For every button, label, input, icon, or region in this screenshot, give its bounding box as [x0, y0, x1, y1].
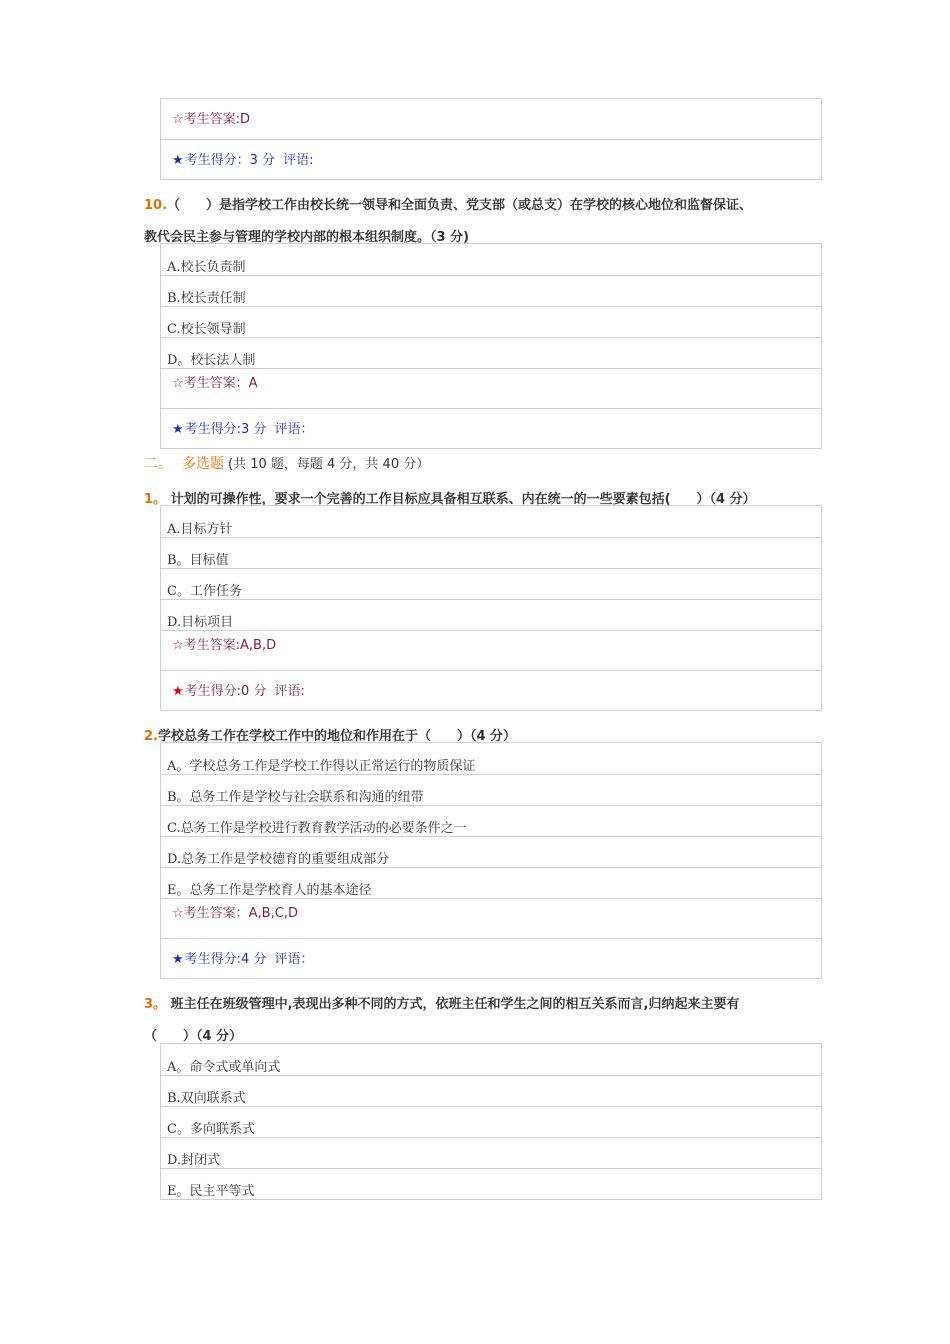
answer-row	[161, 368, 821, 408]
question-text: 计划的可操作性，要求一个完善的工作目标应具备相互联系、内在统一的一些要素包括( ）（4 分）	[170, 492, 756, 507]
question-number: 3。	[144, 997, 167, 1012]
prev-question-result-box	[160, 98, 822, 180]
option-c[interactable]: C.校长领导制	[161, 306, 821, 337]
option-c[interactable]: C。工作任务	[161, 568, 821, 599]
m2-options-box	[160, 742, 822, 979]
m3-options-box	[160, 1043, 822, 1200]
option-c[interactable]: C。多向联系式	[161, 1106, 821, 1137]
option-b[interactable]: B。目标值	[161, 537, 821, 568]
question-number: 2.	[144, 729, 158, 744]
option-d[interactable]: D。校长法人制	[161, 337, 821, 368]
score-row	[161, 670, 821, 710]
option-b[interactable]: B。总务工作是学校与社会联系和沟通的纽带	[161, 774, 821, 805]
examinee-score: ★考生得分:4 分 评语：	[172, 952, 314, 967]
comment-label: 评语:	[274, 684, 305, 699]
comment-label: 评语：	[274, 952, 314, 967]
option-c[interactable]: C.总务工作是学校进行教育教学活动的必要条件之一	[161, 805, 821, 836]
star-icon: ★	[172, 422, 184, 437]
answer-row	[161, 630, 821, 670]
section-number: 二。	[144, 456, 172, 472]
examinee-answer: ☆考生答案:A,B,D	[172, 638, 277, 653]
examinee-answer: ☆考生答案：A,B,C,D	[172, 906, 298, 921]
option-a[interactable]: A。学校总务工作是学校工作得以正常运行的物质保证	[167, 759, 476, 774]
star-icon: ★	[172, 684, 184, 699]
comment-label: 评语：	[274, 422, 314, 437]
section-info: (共 10 题，每题 4 分，共 40 分）	[228, 457, 430, 472]
score-row	[161, 408, 821, 448]
question-text-line1: 班主任在班级管理中,表现出多种不同的方式，依班主任和学生之间的相互关系而言,归纳起来主要有	[170, 997, 740, 1012]
q10-options-box	[160, 243, 822, 449]
star-icon: ★	[172, 952, 184, 967]
examinee-score: ★考生得分:0 分 评语:	[172, 684, 305, 699]
answer-row	[161, 99, 821, 139]
option-e[interactable]: E。总务工作是学校育人的基本途径	[161, 867, 821, 898]
score-row	[161, 139, 821, 179]
question-number: 10.	[144, 198, 168, 213]
option-a[interactable]: A。命令式或单向式	[167, 1060, 281, 1075]
comment-label: 评语:	[283, 153, 314, 168]
option-d[interactable]: D.目标项目	[161, 599, 821, 630]
score-row	[161, 938, 821, 978]
option-e[interactable]: E。民主平等式	[161, 1168, 821, 1199]
examinee-score: ★考生得分:3 分 评语：	[172, 422, 314, 437]
m1-options-box	[160, 505, 822, 711]
option-a[interactable]: A.目标方针	[167, 522, 233, 537]
question-number: 1。	[144, 492, 167, 507]
examinee-score: ★考生得分：3 分 评语:	[172, 153, 314, 168]
option-d[interactable]: D.封闭式	[161, 1137, 821, 1168]
question-text-line1: （ ）是指学校工作由校长统一领导和全面负责、党支部（或总支）在学校的核心地位和监督保证、	[167, 198, 753, 213]
examinee-answer: ☆考生答案:D	[172, 112, 251, 127]
option-b[interactable]: B.双向联系式	[161, 1075, 821, 1106]
answer-row	[161, 898, 821, 938]
question-text-line2: 教代会民主参与管理的学校内部的根本组织制度。（3 分)	[144, 230, 470, 245]
examinee-answer: ☆考生答案：A	[172, 376, 258, 391]
section-name: 多选题	[182, 456, 224, 472]
section-header-multiple-choice	[144, 453, 429, 473]
option-b[interactable]: B.校长责任制	[161, 275, 821, 306]
star-icon: ★	[172, 153, 184, 168]
question-text: 学校总务工作在学校工作中的地位和作用在于（ ）（4 分）	[157, 729, 517, 744]
option-a[interactable]: A.校长负责制	[167, 260, 246, 275]
question-text-line2: （ ）（4 分）	[144, 1029, 243, 1044]
option-d[interactable]: D.总务工作是学校德育的重要组成部分	[161, 836, 821, 867]
